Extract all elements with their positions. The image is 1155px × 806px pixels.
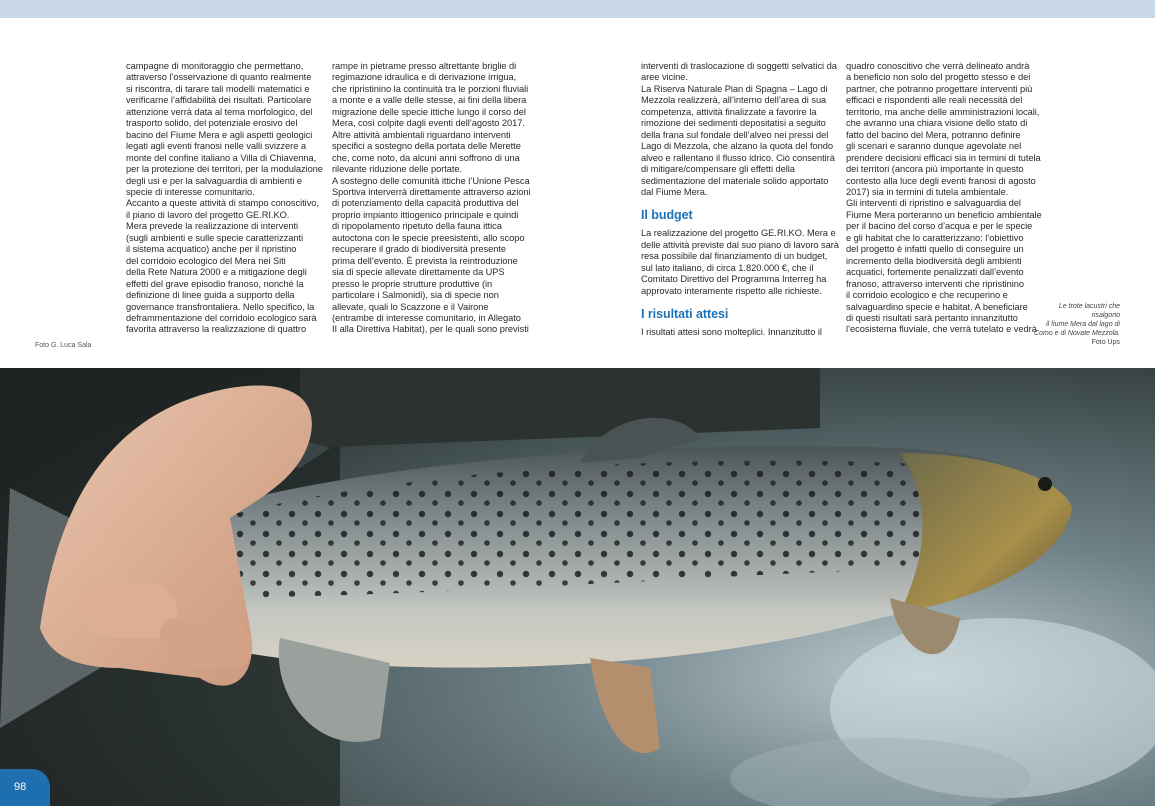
text-column-1 <box>126 61 326 336</box>
caption-credit: Foto Ups <box>1091 339 1120 346</box>
column-3-intro <box>641 61 841 198</box>
text-line: territorio, ma anche delle amministrazioni locali, <box>846 106 1040 117</box>
text-line: il sistema acquatico) anche per il ripristino <box>126 244 297 255</box>
text-line: di mitigare/compensare gli effetti della <box>641 164 795 175</box>
text-line: specie di interesse comunitario. <box>126 186 255 197</box>
text-line: franoso, attraverso interventi che ripristinino <box>846 278 1024 289</box>
text-line: particolare i Salmonidi), sia di specie non <box>332 290 499 301</box>
caption-line: Como e di Novate Mezzola. <box>1034 330 1120 337</box>
text-line: rampe in pietrame presso altrettante briglie di <box>332 61 517 71</box>
text-line: efficaci e rispondenti alle reali necessità del <box>846 95 1023 106</box>
text-line: allevate, quali lo Scazzone e il Vairone <box>332 301 489 312</box>
text-line: autoctona con le specie preesistenti, allo scopo <box>332 232 525 243</box>
text-line: Mezzola realizzerà, all’interno dell’area di sua <box>641 95 827 106</box>
text-line: favorita attraverso la realizzazione di quattro <box>126 324 307 335</box>
text-line: delle attività previste dal suo piano di lavoro sarà <box>641 239 839 250</box>
text-line: effetti del grave episodio franoso, nonché la <box>126 278 304 289</box>
text-line: Fiume Mera porteranno un beneficio ambientale <box>846 209 1042 220</box>
text-line: resa possibile dal finanziamento di un budget, <box>641 251 828 262</box>
text-line: Mera prevede la realizzazione di interventi <box>126 221 298 232</box>
text-line: che ripristinino la continuità tra le porzioni fluviali <box>332 83 529 94</box>
text-line: gli scenari e saranno dunque agevolate nel <box>846 141 1022 152</box>
text-column-3 <box>641 61 841 339</box>
text-line: a beneficio non solo del progetto stesso e dei <box>846 72 1031 83</box>
text-line: aree vicine. <box>641 72 688 83</box>
budget-heading: Il budget <box>641 208 693 223</box>
text-line: incremento della biodiversità degli ambienti <box>846 255 1022 266</box>
caption-line: risalgono <box>1091 312 1120 319</box>
text-line: Gli interventi di ripristino e salvaguardia del <box>846 198 1021 209</box>
text-line: sul lato italiano, di circa 1.820.000 €, che il <box>641 262 814 273</box>
text-line: II alla Direttiva Habitat), per le quali sono previsti <box>332 324 529 335</box>
budget-paragraph <box>641 228 841 297</box>
text-line: La Riserva Naturale Pian di Spagna – Lago di <box>641 83 828 94</box>
photo-caption <box>1020 302 1120 347</box>
text-line: deframmentazione del corridoio ecologico sarà <box>126 312 317 323</box>
text-line: definizione di linee guida a supporto della <box>126 290 295 301</box>
text-line: per il bacino del corso d’acqua e per le specie <box>846 221 1033 232</box>
text-line: sedimentazione del materiale solido apportato <box>641 175 829 186</box>
photo-credit-left: Foto G. Luca Sala <box>35 342 92 349</box>
trout-photo <box>0 368 1155 806</box>
text-line: e gli habitat che lo caratterizzano: l’obiettivo <box>846 232 1024 243</box>
text-line: La realizzazione del progetto GE.RI.KO. Mera e <box>641 228 836 239</box>
text-line: dei territori (ancora più importante in questo <box>846 164 1024 175</box>
text-line: regimazione idraulica e di derivazione irrigua, <box>332 72 517 83</box>
text-line: di potenziamento della capacità produttiva del <box>332 198 519 209</box>
text-line: bacino del Fiume Mera e agli aspetti geologici <box>126 129 313 140</box>
text-column-2 <box>332 61 532 336</box>
text-line: quadro conoscitivo che verrà delineato andrà <box>846 61 1030 71</box>
text-line: prima dell’evento. È prevista la reintroduzione <box>332 255 518 266</box>
text-line: attraverso l’osservazione di quanto realmente <box>126 72 312 83</box>
text-line: campagne di monitoraggio che permettano, <box>126 61 304 71</box>
results-heading: I risultati attesi <box>641 307 729 322</box>
text-column-4 <box>846 61 1046 336</box>
text-line: sia di specie allevate direttamente da UPS <box>332 267 505 278</box>
text-line: attenzione verrà data al tema morfologico, del <box>126 106 313 117</box>
text-line: (sugli ambienti e sulle specie caratterizzanti <box>126 232 304 243</box>
top-color-band <box>0 0 1155 18</box>
text-line: Altre attività ambientali riguardano interventi <box>332 129 511 140</box>
text-line: governance transfrontaliera. Nello specifico, la <box>126 301 315 312</box>
text-line: degli usi e per la salvaguardia di ambienti e <box>126 175 303 186</box>
text-line: della frana sul fondale dell’alveo nei pressi del <box>641 129 829 140</box>
text-line: del corridoio ecologico del Mera nei Siti <box>126 255 286 266</box>
text-line: trasporto solido, del potenziale erosivo del <box>126 118 298 129</box>
text-line: I risultati attesi sono molteplici. Innanzitutto il <box>641 327 822 338</box>
text-line: (entrambe di interesse comunitario, in Allegato <box>332 312 521 323</box>
text-line: verificarne l’affidabilità dei risultati. Particolare <box>126 95 312 106</box>
text-line: Comitato Direttivo del Programma Interreg ha <box>641 274 827 285</box>
text-line: di ripopolamento ripetuto della fauna ittica <box>332 221 502 232</box>
text-line: Lago di Mezzola, che alzano la quota del fondo <box>641 141 834 152</box>
page-number: 98 <box>0 769 50 806</box>
text-line: partner, che potranno progettare interventi più <box>846 83 1033 94</box>
text-line: che avranno una chiara visione dello stato di <box>846 118 1028 129</box>
text-line: 2017) sia in termini di tutela ambientale. <box>846 186 1009 197</box>
text-line: interventi di traslocazione di soggetti selvatici da <box>641 61 837 71</box>
text-line: si riscontra, di tarare tali modelli matematici e <box>126 83 310 94</box>
text-line: acquatici, fortemente penalizzati dall’evento <box>846 267 1024 278</box>
trout-photo-illustration <box>0 368 1155 806</box>
results-paragraph <box>641 327 841 338</box>
text-line: prendere decisioni efficaci sia in termini di tutela <box>846 152 1041 163</box>
text-line: Sportiva interverrà direttamente attraverso azioni <box>332 186 531 197</box>
text-line: l’ecosistema fluviale, che verrà tutelato e vedrà <box>846 324 1037 335</box>
text-line: legati agli eventi franosi nelle valli svizzere a <box>126 141 306 152</box>
caption-line: Le trote lacustri che <box>1058 303 1120 310</box>
text-line: approvato interamente rispetto alle richieste. <box>641 285 822 296</box>
text-line: presso le proprie strutture produttive (in <box>332 278 493 289</box>
text-line: salvaguardino specie e habitat. A beneficiare <box>846 301 1028 312</box>
text-line: alveo e rallentano il flusso idrico. Ciò consentirà <box>641 152 835 163</box>
text-line: Mera, così colpite dagli eventi dell’agosto 2017. <box>332 118 525 129</box>
text-line: proprio impianto ittiogenico principale e quindi <box>332 209 519 220</box>
text-line: recuperare il grado di biodiversità presente <box>332 244 507 255</box>
text-line: che, come noto, da alcuni anni soffrono di una <box>332 152 520 163</box>
text-line: migrazione delle specie ittiche lungo il corso del <box>332 106 526 117</box>
text-line: il corridoio ecologico e che recuperino e <box>846 290 1008 301</box>
text-line: competenza, attività finalizzate a favorire la <box>641 106 817 117</box>
text-line: Accanto a queste attività di stampo conoscitivo, <box>126 198 319 209</box>
text-line: dal Fiume Mera. <box>641 186 708 197</box>
text-line: monte del confine italiano a Villa di Chiavenna, <box>126 152 317 163</box>
text-line: fatto del bacino del Mera, potranno definire <box>846 129 1021 140</box>
text-line: contesto alla luce degli eventi franosi di agosto <box>846 175 1036 186</box>
text-line: A sostegno delle comunità ittiche l’Unione Pesca <box>332 175 530 186</box>
text-line: specifici a sostegno della portata delle Merette <box>332 141 521 152</box>
text-line: di questi risultati sarà pertanto innanzitutto <box>846 312 1018 323</box>
caption-line: il fiume Mera dal lago di <box>1046 321 1120 328</box>
text-line: rimozione dei sedimenti depositatisi a seguito <box>641 118 826 129</box>
text-line: per la protezione dei territori, per la modulazione <box>126 164 323 175</box>
text-line: del progetto è infatti quello di conseguire un <box>846 244 1024 255</box>
text-line: a monte e a valle delle stesse, ai fini della libera <box>332 95 527 106</box>
text-line: il piano di lavoro del progetto GE.RI.KO. <box>126 209 290 220</box>
text-line: rilevante riduzione delle portate. <box>332 164 463 175</box>
text-line: della Rete Natura 2000 e a mitigazione degli <box>126 267 307 278</box>
